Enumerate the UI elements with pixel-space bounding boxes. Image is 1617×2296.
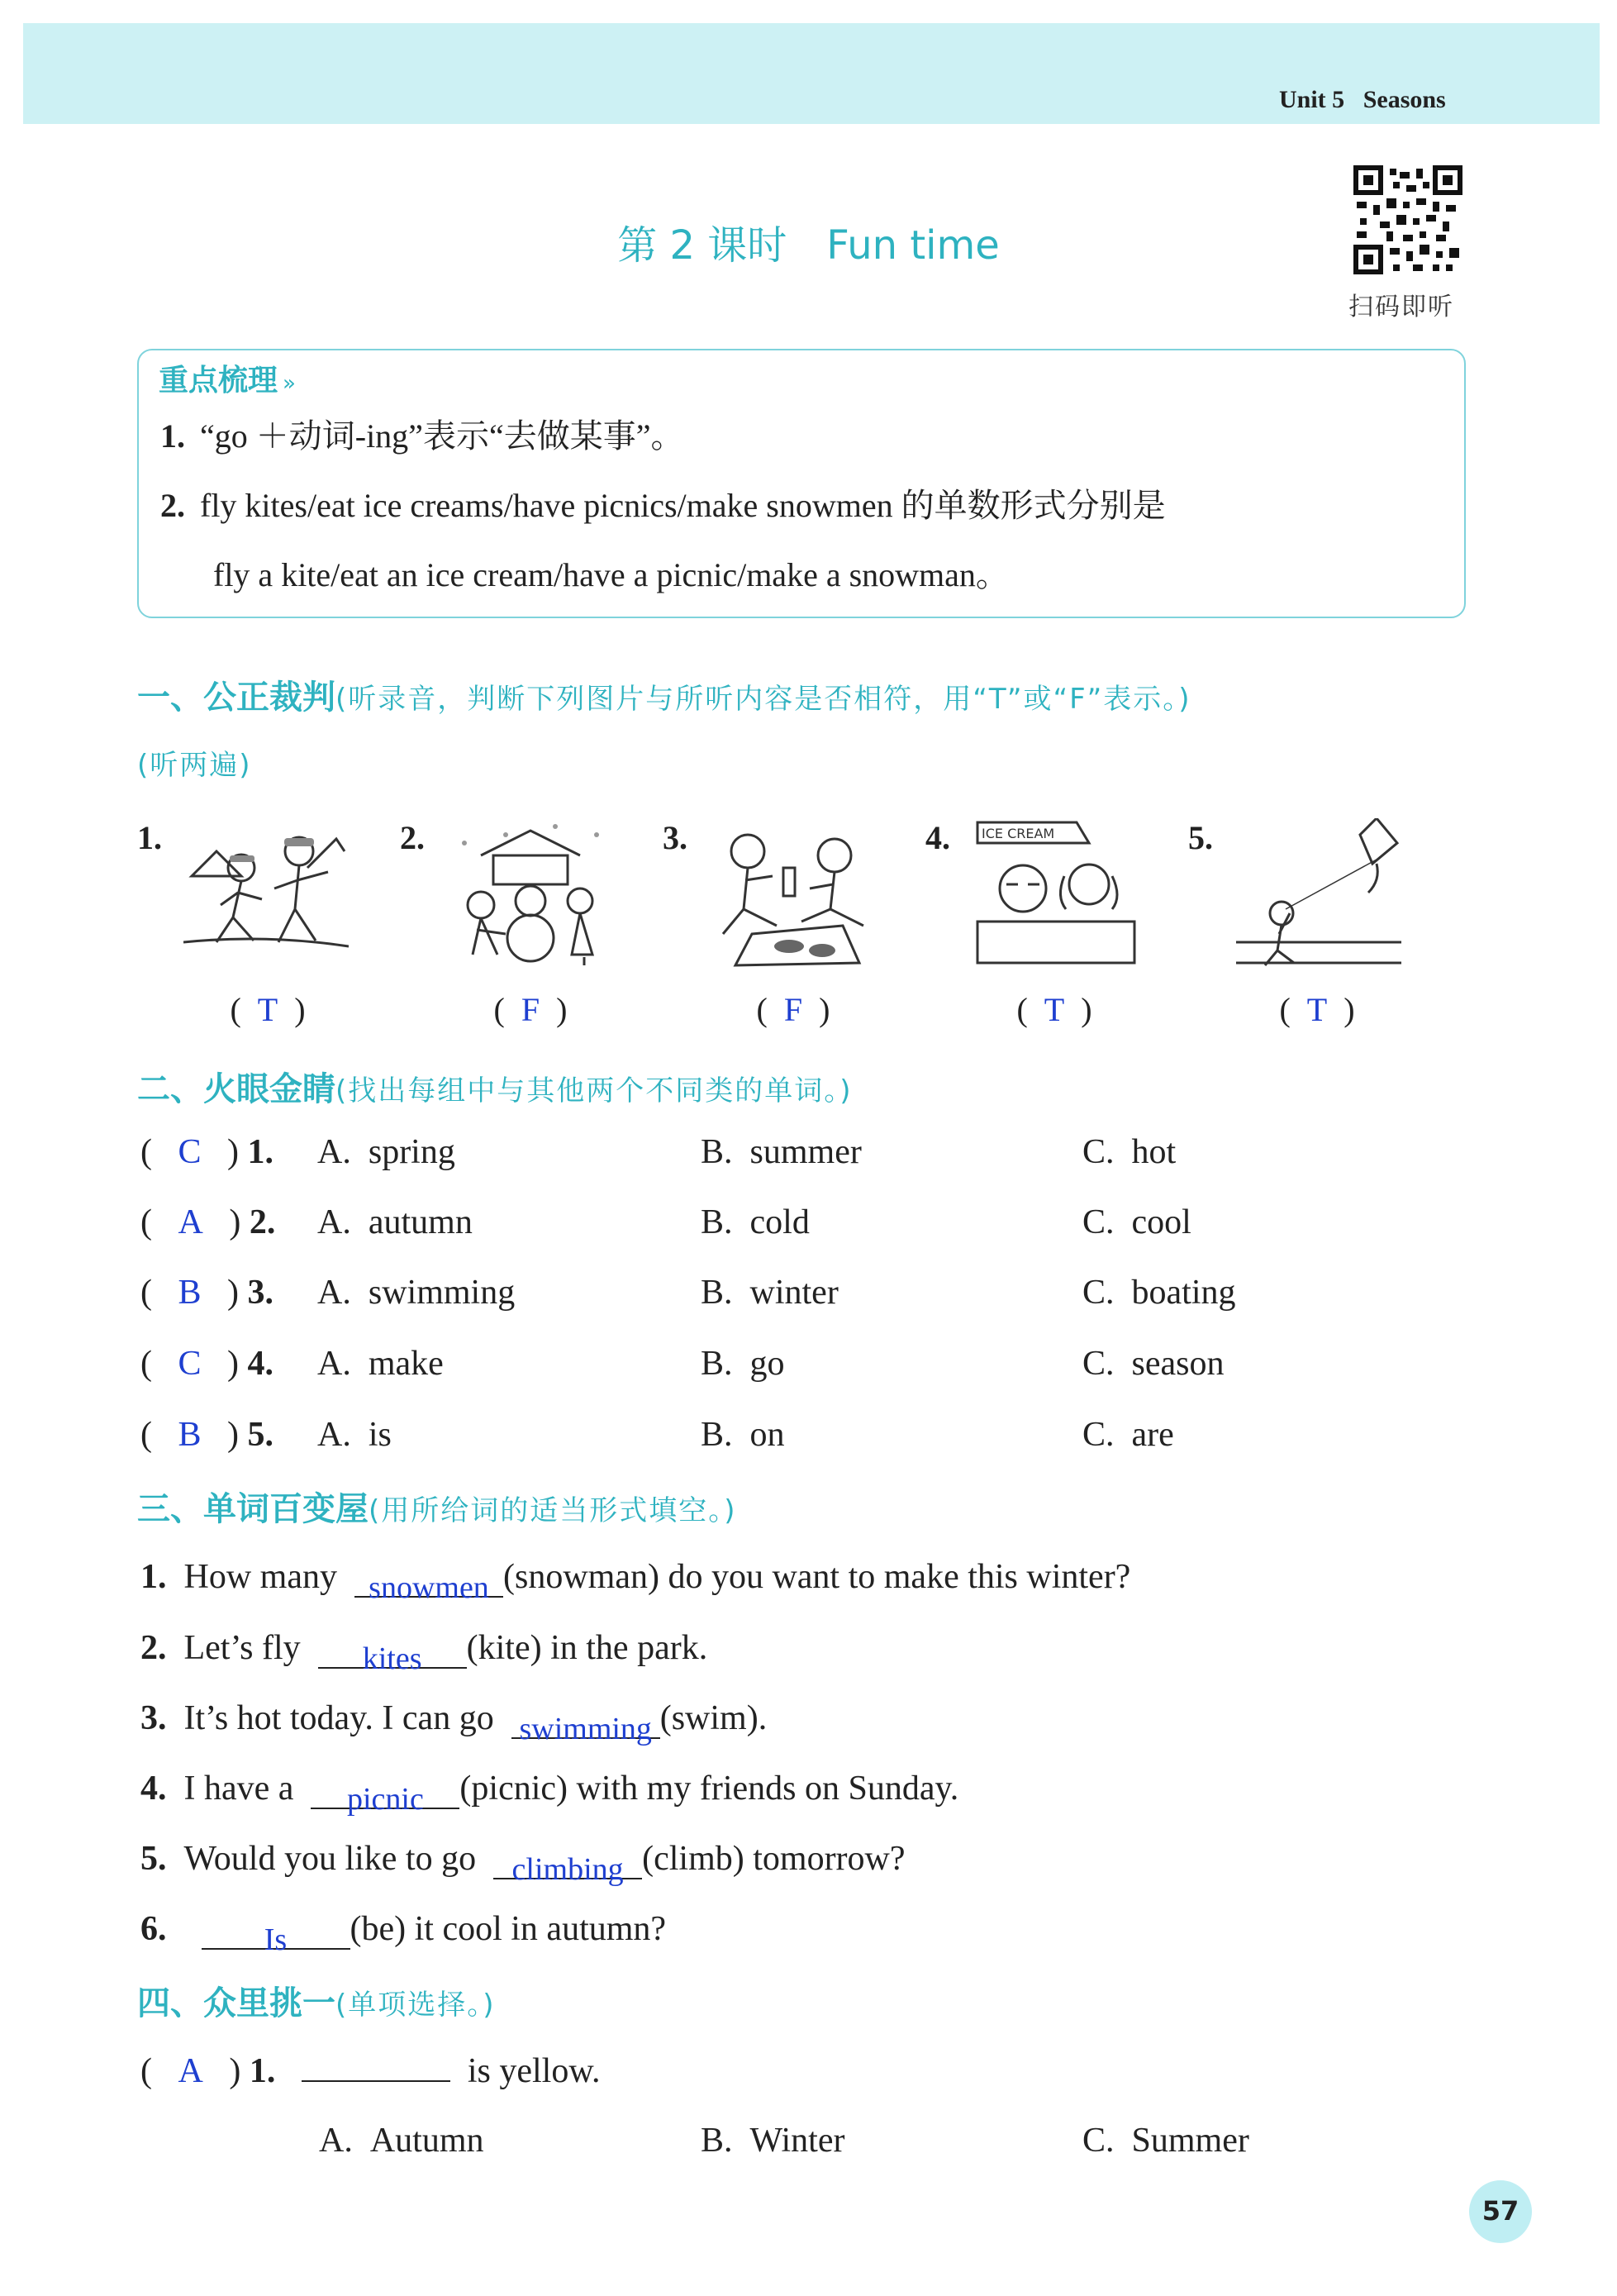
option-c: C. cool xyxy=(1082,1203,1191,1241)
kite-boy-image xyxy=(1236,818,1401,967)
option-b: B. summer xyxy=(701,1133,862,1171)
fill-question: 3. It’s hot today. I can go swimming (swim). xyxy=(140,1699,768,1746)
section-1-title: 一、公正裁判(听录音，判断下列图片与所听内容是否相符，用“T”或“F”表示。) xyxy=(137,679,1191,717)
option-c: C. Summer xyxy=(1082,2122,1249,2160)
answer-blank[interactable]: C xyxy=(178,1133,202,1171)
option-b: B. Winter xyxy=(701,2122,845,2160)
lesson-title xyxy=(0,213,1617,270)
answer-blank[interactable]: swimming xyxy=(511,1700,660,1739)
option-b: B. cold xyxy=(701,1203,810,1241)
option-c: C. hot xyxy=(1082,1133,1177,1171)
question-row: ( B ) 3. xyxy=(140,1274,274,1312)
option-a: A. make xyxy=(317,1345,444,1383)
answer-blank[interactable]: B xyxy=(178,1274,202,1312)
section-2-title: 二、火眼金睛(找出每组中与其他两个不同类的单词。) xyxy=(137,1070,853,1108)
stem-blank[interactable] xyxy=(302,2080,450,2082)
answer-blank[interactable]: C xyxy=(178,1345,202,1383)
key-point-2-continued: fly a kite/eat an ice cream/have a picnic/make a snowman。 xyxy=(213,556,1009,593)
fill-question: 1. How many snowmen (snowman) do you want to make this winter? xyxy=(140,1558,1131,1605)
section-3-title: 三、单词百变屋(用所给词的适当形式填空。) xyxy=(137,1490,737,1528)
key-point-2: 2. fly kites/eat ice creams/have picnics/make snowmen 的单数形式分别是 xyxy=(160,487,1166,524)
svg-text:ICE CREAM: ICE CREAM xyxy=(982,826,1055,841)
lesson-name: Fun time xyxy=(826,222,1000,269)
question-row: ( C ) 4. xyxy=(140,1345,274,1383)
answer-blank[interactable]: A xyxy=(178,2052,203,2090)
option-b: B. winter xyxy=(701,1274,839,1312)
answer-blank[interactable]: picnic xyxy=(311,1770,459,1809)
judge-answer[interactable]: ( F ) xyxy=(756,991,830,1028)
key-points-title: 重点梳理 » xyxy=(159,364,296,398)
judge-answer[interactable]: ( F ) xyxy=(493,991,568,1028)
judge-answer[interactable]: ( T ) xyxy=(1016,991,1092,1028)
qr-caption: 扫码即听 xyxy=(1348,293,1454,322)
ice-cream-girls-image xyxy=(973,818,1139,967)
option-a: A. autumn xyxy=(317,1203,473,1241)
choice-question: ( A ) 1. is yellow. xyxy=(140,2052,601,2090)
winter-boys-running-image xyxy=(183,818,349,967)
picnic-boys-image xyxy=(711,818,876,967)
option-b: B. on xyxy=(701,1416,785,1454)
key-point-1: 1. “go ＋动词-ing”表示“去做某事”。 xyxy=(160,417,684,455)
double-chevron-icon: » xyxy=(283,371,296,396)
section-4-title: 四、众里挑一(单项选择。) xyxy=(137,1984,496,2022)
picture-number: 1. xyxy=(137,819,162,856)
picture-number: 2. xyxy=(400,819,425,856)
snowman-kids-image xyxy=(448,818,613,967)
judge-answer[interactable]: ( T ) xyxy=(1279,991,1355,1028)
fill-question: 4. I have a picnic (picnic) with my friends on Sunday. xyxy=(140,1770,959,1817)
unit-label: Unit 5 Seasons xyxy=(1279,86,1446,113)
answer-blank[interactable]: snowmen xyxy=(354,1559,503,1598)
option-a: A. spring xyxy=(317,1133,455,1171)
lesson-number: 第 2 课时 xyxy=(617,222,787,269)
picture-number: 4. xyxy=(925,819,950,856)
picture-number: 5. xyxy=(1188,819,1213,856)
option-b: B. go xyxy=(701,1345,785,1383)
fill-question: 2. Let’s fly kites (kite) in the park. xyxy=(140,1629,708,1676)
answer-blank[interactable]: A xyxy=(178,1203,203,1241)
picture-number: 3. xyxy=(663,819,687,856)
answer-blank[interactable]: kites xyxy=(318,1630,467,1669)
judge-answer[interactable]: ( T ) xyxy=(230,991,306,1028)
answer-blank[interactable]: B xyxy=(178,1416,202,1454)
answer-blank[interactable]: Is xyxy=(202,1911,350,1950)
option-c: C. are xyxy=(1082,1416,1174,1454)
option-c: C. boating xyxy=(1082,1274,1236,1312)
question-row: ( B ) 5. xyxy=(140,1416,274,1454)
answer-blank[interactable]: climbing xyxy=(493,1841,642,1879)
option-a: A. is xyxy=(317,1416,392,1454)
fill-question: 5. Would you like to go climbing (climb) tomorrow? xyxy=(140,1840,906,1887)
page-number: 57 xyxy=(1481,2195,1520,2227)
option-a: A. swimming xyxy=(317,1274,516,1312)
question-row: ( C ) 1. xyxy=(140,1133,274,1171)
question-row: ( A ) 2. xyxy=(140,1203,276,1241)
option-c: C. season xyxy=(1082,1345,1225,1383)
option-a: A. Autumn xyxy=(319,2122,484,2160)
fill-question: 6. Is (be) it cool in autumn? xyxy=(140,1910,667,1957)
section-1-hint-2: (听两遍) xyxy=(137,749,252,782)
